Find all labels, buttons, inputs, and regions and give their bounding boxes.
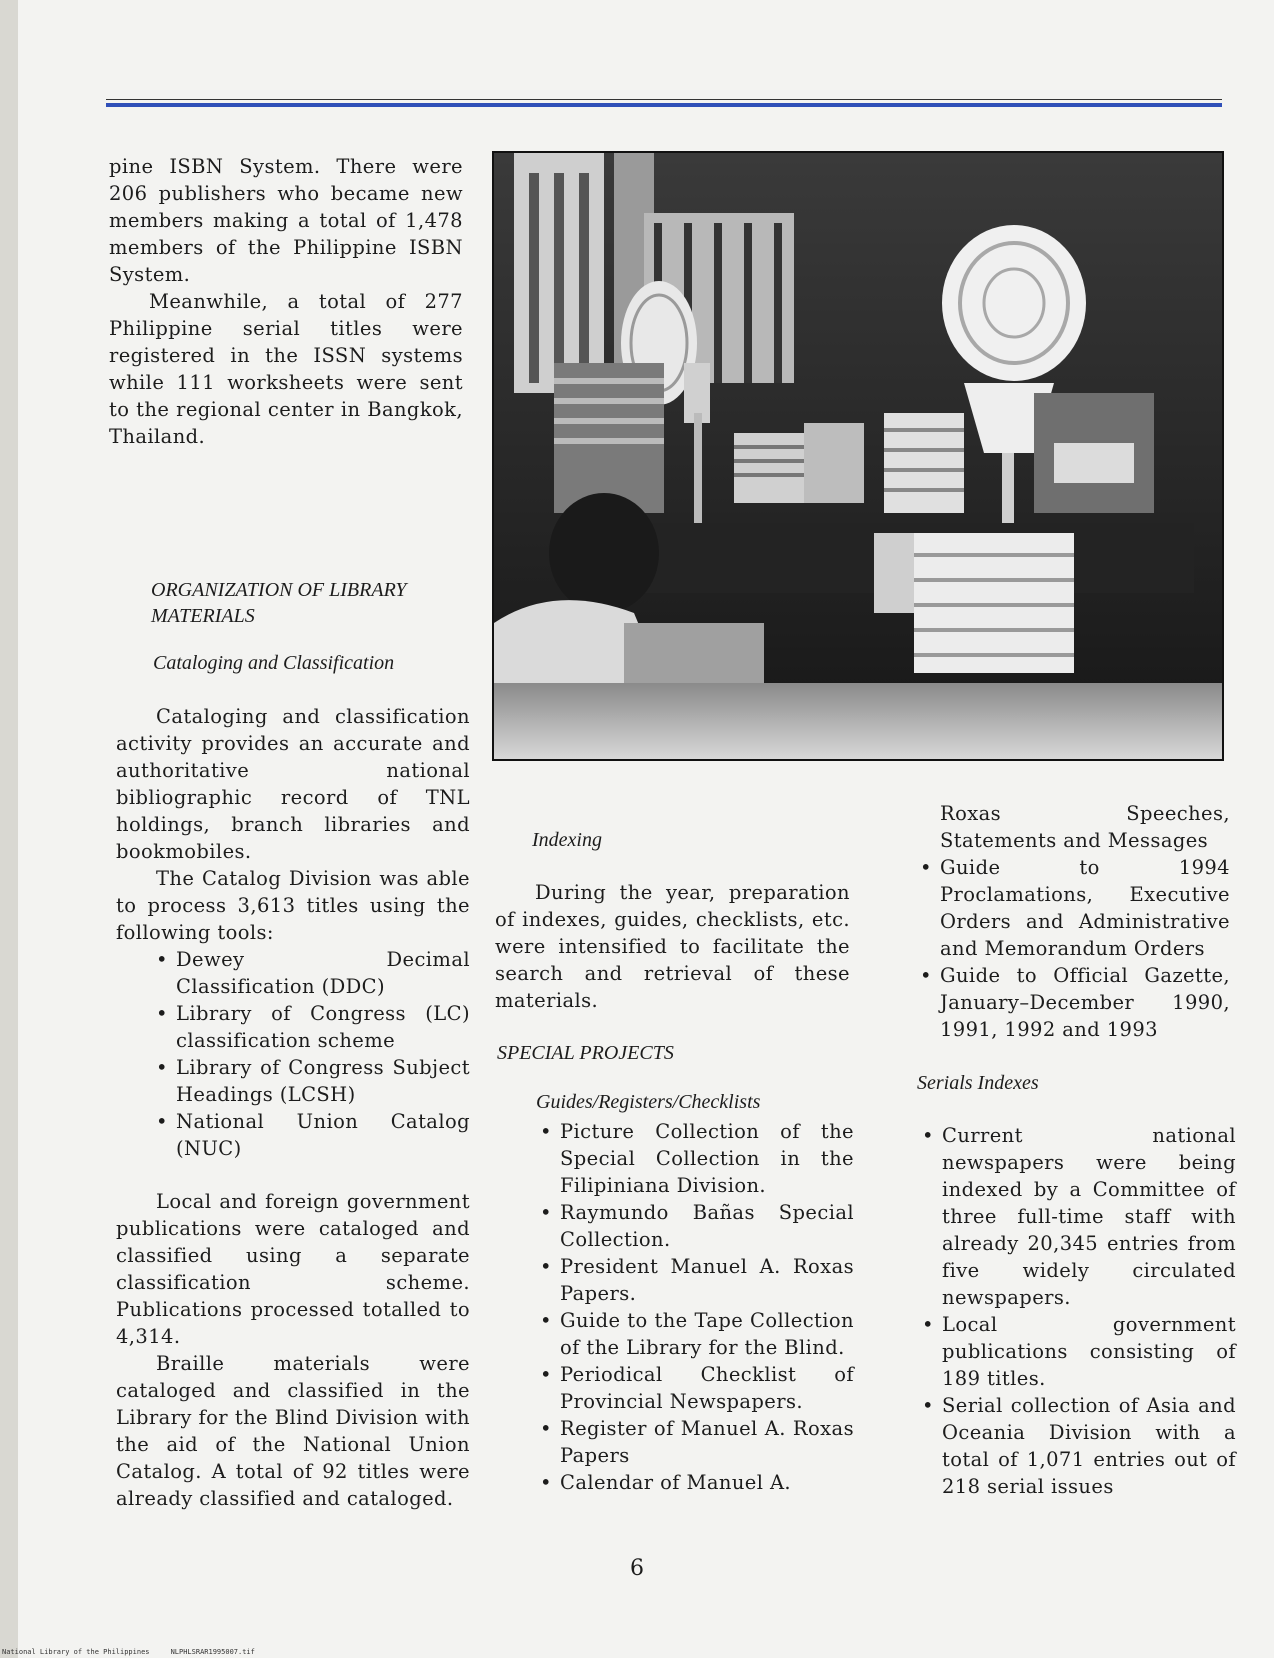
- header-rule-blue: [106, 103, 1222, 107]
- list-item: • Library of Congress (LC) classification scheme: [150, 1000, 470, 1054]
- braille-paragraph: Braille materials were cataloged and classified in the Library for the Blind Division with the aid of the National Union Catalog. A total of 92 titles were already classified and cataloged.: [116, 1352, 470, 1510]
- photo-illustration: [494, 153, 1222, 759]
- subheading-indexing: Indexing: [532, 829, 602, 851]
- list-item: • Library of Congress Subject Headings (LCSH): [150, 1054, 470, 1108]
- cataloging-paragraph-1: Cataloging and classification activity provides an accurate and authoritative national bibliographic record of TNL holdings, branch libraries and bookmobiles.: [116, 705, 470, 863]
- guides-continued-text: Roxas Speeches, Statements and Messages: [940, 802, 1230, 852]
- list-item: • Register of Manuel A. Roxas Papers: [534, 1415, 854, 1469]
- subheading-serials-indexes: Serials Indexes: [917, 1072, 1039, 1094]
- scan-footer-caption: National Library of the Philippines NLPHLSRAR1995007.tif: [2, 1648, 255, 1656]
- list-item: • President Manuel A. Roxas Papers.: [534, 1253, 854, 1307]
- cataloging-paragraph-2: The Catalog Division was able to process 3,613 titles using the following tools:: [116, 867, 470, 944]
- indexing-text-block: [495, 879, 850, 1014]
- list-item: • Calendar of Manuel A.: [534, 1469, 854, 1496]
- section-heading-organization: ORGANIZATION OF LIBRARY MATERIALS: [151, 579, 407, 627]
- section-heading-special-projects: SPECIAL PROJECTS: [497, 1042, 674, 1064]
- list-item: • Dewey Decimal Classification (DDC): [150, 946, 470, 1000]
- guides-continued-list: [914, 854, 1230, 1043]
- intro-text-block: [109, 153, 463, 450]
- list-item: • Periodical Checklist of Provincial Newspapers.: [534, 1361, 854, 1415]
- list-item: • Picture Collection of the Special Collection in the Filipiniana Division.: [534, 1118, 854, 1199]
- guides-list: [534, 1118, 854, 1496]
- list-item: • Current national newspapers were being indexed by a Committee of three full-time staff with already 20,345 entries from five widely circulated newspapers.: [916, 1122, 1236, 1311]
- list-item: • National Union Catalog (NUC): [150, 1108, 470, 1162]
- guides-text-block: [534, 1118, 854, 1496]
- library-workroom-photo: [492, 151, 1224, 761]
- indexing-paragraph: During the year, preparation of indexes, guides, checklists, etc. were intensified to facilitate the search and retrieval of these materials.: [495, 881, 850, 1012]
- header-rule-thin: [106, 99, 1222, 100]
- page-number: 6: [630, 1556, 644, 1581]
- intro-paragraph-1: pine ISBN System. There were 206 publishers who became new members making a total of 1,478 members of the Philippine ISBN System.: [109, 155, 463, 286]
- serials-list: [916, 1122, 1236, 1500]
- list-item: • Serial collection of Asia and Oceania Division with a total of 1,071 entries out of 218 serial issues: [916, 1392, 1236, 1500]
- cataloging-tools-list: [150, 946, 470, 1162]
- page-edge-shadow: [0, 0, 18, 1658]
- subheading-cataloging: Cataloging and Classification: [153, 652, 395, 674]
- government-publications-paragraph: Local and foreign government publications were cataloged and classified using a separate classification scheme. Publications processed totalled to 4,314.: [116, 1190, 470, 1348]
- subheading-guides: Guides/Registers/Checklists: [536, 1091, 761, 1113]
- list-item: • Guide to the Tape Collection of the Library for the Blind.: [534, 1307, 854, 1361]
- serials-text-block: [916, 1122, 1236, 1500]
- cataloging-text-block: [116, 703, 470, 1512]
- list-item: • Guide to 1994 Proclamations, Executive Orders and Administrative and Memorandum Orders: [914, 854, 1230, 962]
- intro-paragraph-2: Meanwhile, a total of 277 Philippine serial titles were registered in the ISSN systems while 111 worksheets were sent to the regional center in Bangkok, Thailand.: [109, 290, 463, 448]
- list-item: • Local government publications consisting of 189 titles.: [916, 1311, 1236, 1392]
- list-item: • Guide to Official Gazette, January–December 1990, 1991, 1992 and 1993: [914, 962, 1230, 1043]
- list-item: • Raymundo Bañas Special Collection.: [534, 1199, 854, 1253]
- guides-continued-block: [914, 800, 1230, 1043]
